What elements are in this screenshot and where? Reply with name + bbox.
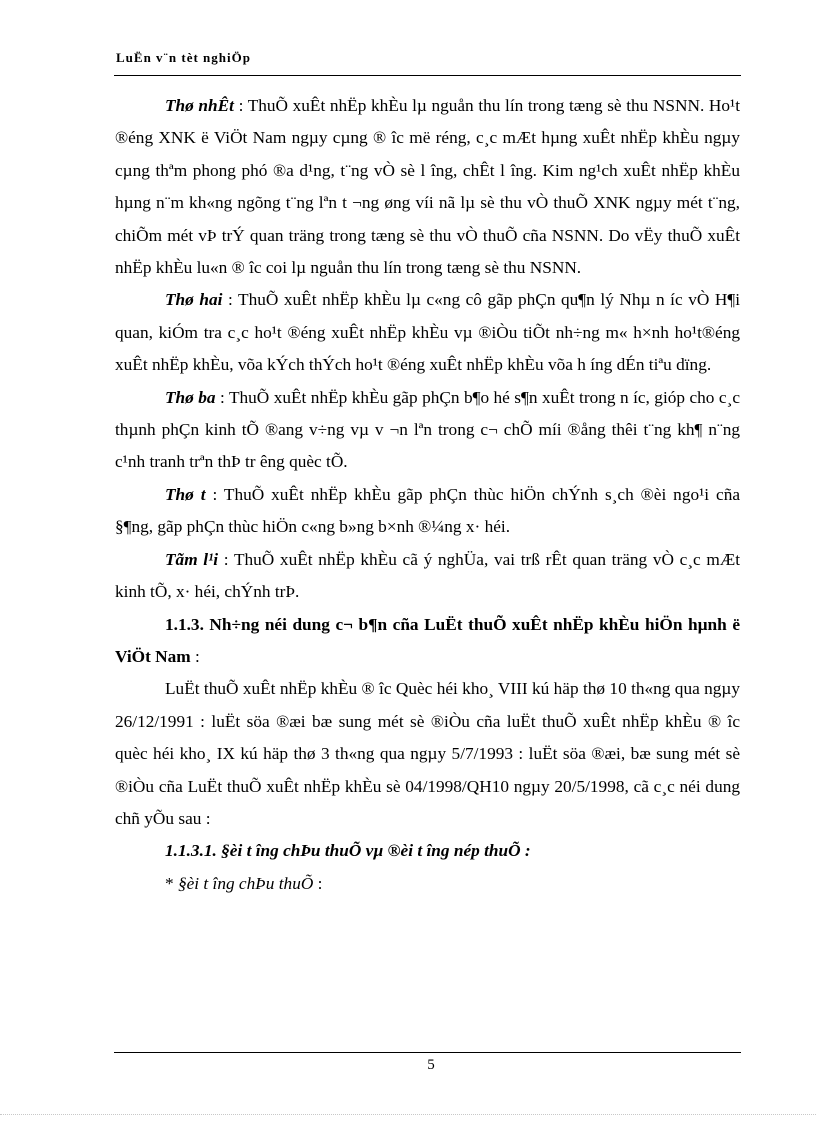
bullet-colon: : (313, 873, 323, 893)
section-heading-title: 1.1.3. Nh÷ng néi dung c¬ b¶n cña LuËt thuÕ xuÊt nhËp khÈu hiÖn hµnh ë ViÖt Nam (115, 614, 740, 666)
paragraph-first-text: : ThuÕ xuÊt nhËp khÈu lµ nguån thu lín trong tæng sè thu NSNN. Ho¹t ®éng XNK ë ViÖt Nam ngµy cµng ® îc më réng, c¸c mÆt hµng xuÊt nhËp khÈu ngµy cµng thªm phong phó ®a d¹ng, t¨ng vÒ sè l îng, chÊt l îng. Kim ng¹ch xuÊt nhËp khÈu hµng n¨m kh«ng ngõng t¨ng lªn t ¬ng øng víi nã lµ sè thu vÒ thuÕ XNK ngµy mét t¨ng, chiÕm mét vÞ trÝ quan träng trong tæng sè thu vÒ thuÕ cña NSNN. Do vËy thuÕ xuÊt nhËp khÈu lu«n ® îc coi lµ nguån thu lín trong tæng sè thu NSNN. (115, 96, 740, 278)
section-heading (115, 609, 740, 674)
bullet-text: §èi t îng chÞu thuÕ (177, 873, 314, 893)
bullet-item (115, 868, 740, 900)
paragraph-first (115, 90, 740, 284)
page-number: 5 (427, 1057, 435, 1073)
paragraph-fourth (115, 479, 740, 544)
paragraph-second-text: : ThuÕ xuÊt nhËp khÈu lµ c«ng cô gãp phÇn qu¶n lý Nhµ n íc vÒ H¶i quan, kiÓm tra c¸c ho¹t ®éng xuÊt nhËp khÈu vµ ®iÒu tiÕt nh÷ng m« h×nh ho¹t®éng xuÊt nhËp khÈu, võa kÝch thÝch ho¹t ®éng xuÊt nhËp khÈu võa h íng dÉn tiªu dïng. (115, 290, 740, 375)
lead-summary: Tãm l¹i (165, 549, 219, 569)
paragraph-third-text: : ThuÕ xuÊt nhËp khÈu gãp phÇn b¶o hé s¶n xuÊt trong n íc, gióp cho c¸c thµnh phÇn kinh tÕ ®ang v÷ng vµ v ¬n lªn trong c¬ chÕ míi ®ång thêi t¨ng kh¶ n¨ng c¹nh tranh trªn thÞ tr êng quèc tÕ. (115, 387, 740, 472)
bullet-star: * (165, 873, 178, 893)
paragraph-summary (115, 544, 740, 609)
lead-third: Thø ba (165, 387, 216, 407)
paragraph-third (115, 382, 740, 479)
law-paragraph: LuËt thuÕ xuÊt nhËp khÈu ® îc Quèc héi kho¸ VIII kú häp thø 10 th«ng qua ngµy 26/12/1991 : luËt söa ®æi bæ sung mét sè ®iÒu cña luËt thuÕ xuÊt nhËp khÈu ® îc quèc héi kho¸ IX kú häp thø 3 th«ng qua ngµy 5/7/1993 : luËt söa ®æi, bæ sung mét sè ®iÒu cña LuËt thuÕ xuÊt nhËp khÈu sè 04/1998/QH10 ngµy 20/5/1998, cã c¸c néi dung chñ yÕu sau : (115, 679, 740, 828)
section-heading-colon: : (190, 646, 200, 666)
page-bottom-dotted-edge (0, 1114, 816, 1115)
lead-fourth: Thø t (165, 484, 206, 504)
paragraph-fourth-text: : ThuÕ xuÊt nhËp khÈu gãp phÇn thùc hiÖn chÝnh s¸ch ®èi ngo¹i cña §¶ng, gãp phÇn thùc hiÖn c«ng b»ng b×nh ®¼ng x· héi. (115, 484, 740, 537)
footer-rule (114, 1052, 741, 1053)
subsection-heading-colon: : (520, 841, 531, 861)
lead-second: Thø hai (165, 290, 223, 310)
subsection-heading-title: 1.1.3.1. §èi t îng chÞu thuÕ vµ ®èi t îng nép thuÕ (165, 841, 521, 861)
document-body (115, 90, 740, 900)
paragraph-second (115, 284, 740, 381)
header-title: LuËn v¨n tèt nghiÖp (116, 50, 251, 65)
header-rule (114, 75, 741, 76)
subsection-heading (115, 835, 740, 867)
lead-first: Thø nhÊt (165, 96, 234, 115)
paragraph-summary-text: : ThuÕ xuÊt nhËp khÈu cã ý nghÜa, vai trß rÊt quan träng vÒ c¸c mÆt kinh tÕ, x· héi, chÝnh trÞ. (115, 549, 741, 602)
